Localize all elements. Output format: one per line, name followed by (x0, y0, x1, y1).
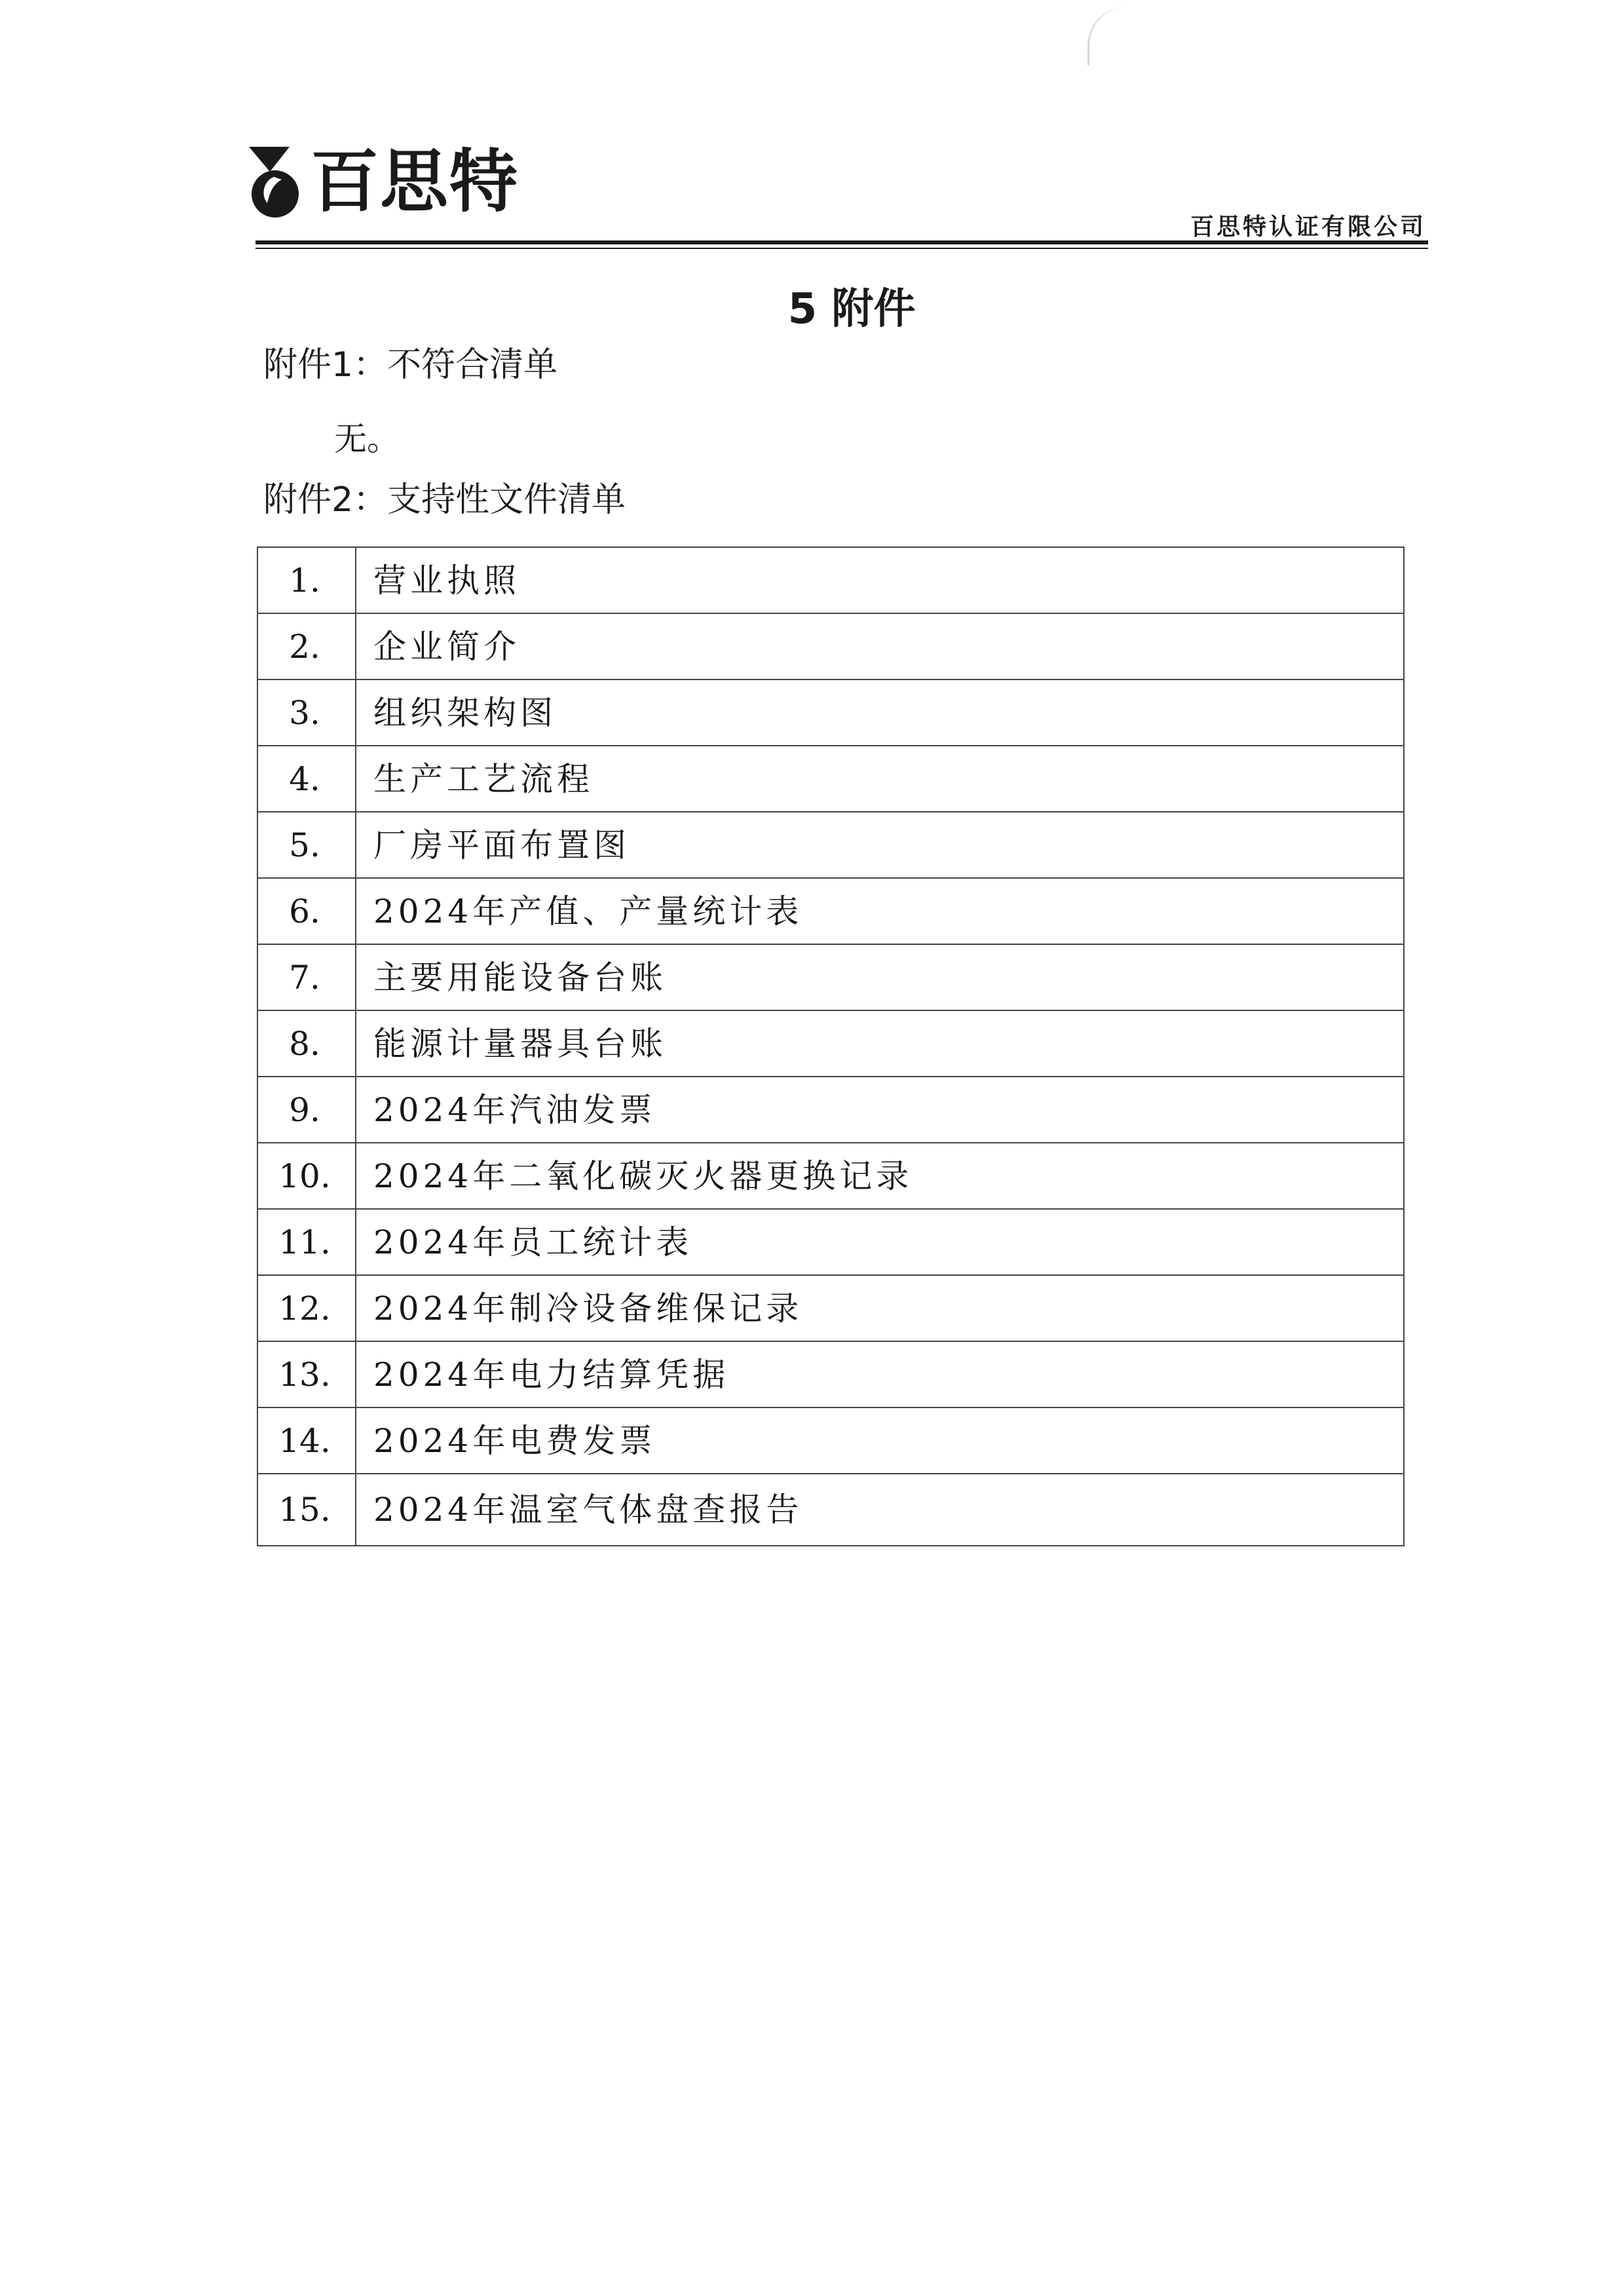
table-row (257, 613, 1404, 679)
header-rule-thin (255, 248, 1428, 249)
row-number: 3. (257, 679, 356, 746)
row-number: 8. (257, 1010, 356, 1077)
scan-artifact (1087, 7, 1148, 66)
table-row (257, 1341, 1404, 1407)
row-number: 7. (257, 944, 356, 1010)
document-name: 2024年电费发票 (356, 1407, 1404, 1474)
table-row (257, 1474, 1404, 1546)
document-name: 2024年电力结算凭据 (356, 1341, 1404, 1407)
section-title: 5 附件 (787, 285, 916, 334)
logo-text: 百思特 (311, 142, 519, 221)
row-number: 11. (257, 1209, 356, 1275)
table-row (257, 547, 1404, 613)
table-row (257, 1010, 1404, 1077)
table-row (257, 944, 1404, 1010)
table-row (257, 878, 1404, 944)
table-row (257, 746, 1404, 812)
attachment2-heading: 附件2：支持性文件清单 (263, 480, 626, 520)
row-number: 5. (257, 812, 356, 878)
company-logo (244, 139, 519, 224)
table-row (257, 1209, 1404, 1275)
document-name: 厂房平面布置图 (356, 812, 1404, 878)
document-name: 主要用能设备台账 (356, 944, 1404, 1010)
table-row (257, 679, 1404, 746)
table-row (257, 1275, 1404, 1341)
document-name: 营业执照 (356, 547, 1404, 613)
row-number: 6. (257, 878, 356, 944)
row-number: 9. (257, 1077, 356, 1143)
document-name: 2024年汽油发票 (356, 1077, 1404, 1143)
document-name: 企业简介 (356, 613, 1404, 679)
document-name: 生产工艺流程 (356, 746, 1404, 812)
attachment1-heading: 附件1：不符合清单 (263, 345, 558, 385)
document-name: 组织架构图 (356, 679, 1404, 746)
supporting-documents-table (257, 546, 1405, 1546)
row-number: 14. (257, 1407, 356, 1474)
row-number: 2. (257, 613, 356, 679)
document-name: 能源计量器具台账 (356, 1010, 1404, 1077)
table-row (257, 812, 1404, 878)
row-number: 10. (257, 1143, 356, 1209)
header-rule-thick (255, 240, 1428, 244)
document-name: 2024年员工统计表 (356, 1209, 1404, 1275)
row-number: 13. (257, 1341, 356, 1407)
document-name: 2024年产值、产量统计表 (356, 878, 1404, 944)
row-number: 4. (257, 746, 356, 812)
document-name: 2024年制冷设备维保记录 (356, 1275, 1404, 1341)
table-row (257, 1077, 1404, 1143)
company-name: 百思特认证有限公司 (1190, 213, 1426, 240)
document-name: 2024年二氧化碳灭火器更换记录 (356, 1143, 1404, 1209)
row-number: 1. (257, 547, 356, 613)
row-number: 12. (257, 1275, 356, 1341)
document-name: 2024年温室气体盘查报告 (356, 1474, 1404, 1546)
table-row (257, 1407, 1404, 1474)
row-number: 15. (257, 1474, 356, 1546)
table-row (257, 1143, 1404, 1209)
attachment1-content: 无。 (334, 420, 400, 458)
baisite-logo-mark-icon (244, 143, 307, 220)
